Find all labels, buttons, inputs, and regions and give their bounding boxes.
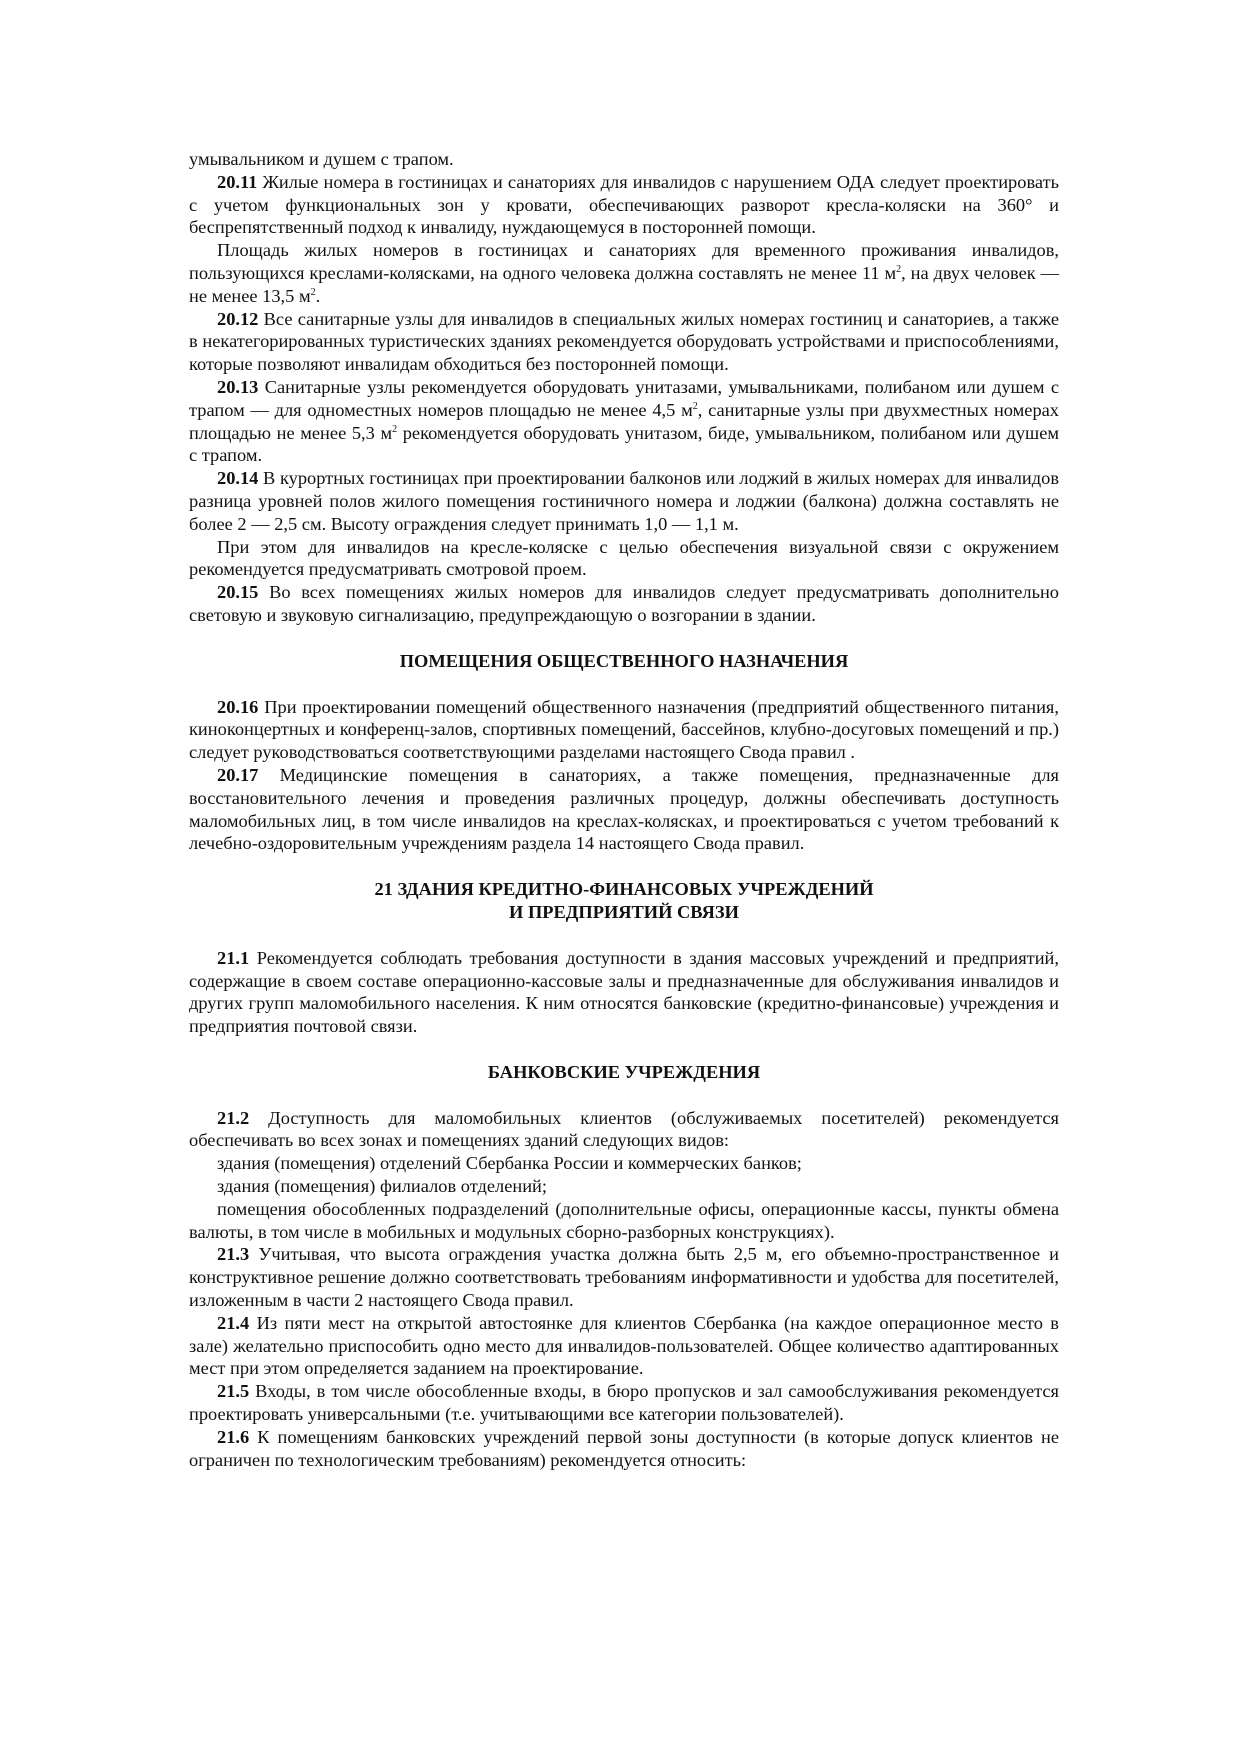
paragraph-20-11: 20.11 Жилые номера в гостиницах и санаториях для инвалидов с нарушением ОДА следует проектировать с учетом функциональных зон у кровати, обеспечивающих разворот кресла-коляски на 360° и беспрепятственный подход к инвалиду, нуждающемуся в посторонней помощи. (189, 171, 1059, 238)
clause-number: 21.2 (217, 1107, 250, 1128)
clause-number: 21.6 (217, 1426, 250, 1447)
document-page (189, 148, 1059, 1471)
paragraph-21-3: 21.3 Учитывая, что высота ограждения участка должна быть 2,5 м, его объемно-пространственное и конструктивное решение должно соответствовать требованиям информативности и удобства для посетителей, изложенным в части 2 настоящего Свода правил. (189, 1244, 1059, 1311)
paragraph-20-17: 20.17 Медицинские помещения в санаториях, а также помещения, предназначенные для восстановительного лечения и проведения различных процедур, должны обеспечивать доступность маломобильных лиц, в том числе инвалидов на креслах-колясках, и проектироваться с учетом требований к лечебно-оздоровительным учреждениям раздела 14 настоящего Свода правил. (189, 764, 1059, 854)
paragraph-21-5: 21.5 Входы, в том числе обособленные входы, в бюро пропусков и зал самообслуживания рекомендуется проектировать универсальными (т.е. учитывающими все категории пользователей). (189, 1381, 1059, 1425)
paragraph-20-15: 20.15 Во всех помещениях жилых номеров для инвалидов следует предусматривать дополнительно световую и звуковую сигнализацию, предупреждающую о возгорании в здании. (189, 582, 1059, 625)
paragraph-21-1: 21.1 Рекомендуется соблюдать требования доступности в здания массовых учреждений и предприятий, содержащие в своем составе операционно-кассовые залы и предназначенные для обслуживания инвалидов и других групп маломобильного населения. К ним относятся банковские (кредитно-финансовые) учреждения и предприятия почтовой связи. (189, 947, 1059, 1037)
clause-number: 21.1 (217, 947, 250, 968)
list-item: здания (помещения) отделений Сбербанка России и коммерческих банков; (217, 1153, 802, 1174)
paragraph-room-area: Площадь жилых номеров в гостиницах и санаториях для временного проживания инвалидов, пользующихся креслами-колясками, на одного человека должна составлять не менее 11 $м^2$, на двух человек — не менее 13,5 $м^2$. (189, 240, 1059, 306)
paragraph-20-16: 20.16 При проектировании помещений общественного назначения (предприятий общественного питания, киноконцертных и конференц-залов, спортивных помещений, бассейнов, клубно-досуговых помещений и пр.) следует руководствоваться соответствующими разделами настоящего Свода правил . (189, 696, 1059, 763)
clause-number: 20.11 (217, 171, 258, 192)
clause-number: 20.17 (217, 764, 259, 785)
list-item: помещения обособленных подразделений (дополнительные офисы, операционные кассы, пункты обмена валюты, в том числе в мобильных и модульных сборно-разборных конструкциях). (189, 1198, 1059, 1242)
paragraph-20-12: 20.12 Все санитарные узлы для инвалидов в специальных жилых номерах гостиниц и санаториев, а также в некатегорированных туристических зданиях рекомендуется оборудовать устройствами и приспособлениями, которые позволяют инвалидам обходиться без посторонней помощи. (189, 308, 1059, 375)
paragraph-21-4: 21.4 Из пяти мест на открытой автостоянке для клиентов Сбербанка (на каждое операционное место в зале) желательно приспособить одно место для инвалидов-пользователей. Общее количество адаптированных мест при этом определяется заданием на проектирование. (189, 1312, 1059, 1379)
paragraph: умывальником и душем с трапом. (189, 149, 454, 169)
clause-number: 20.13 (217, 376, 259, 397)
list-item: здания (помещения) филиалов отделений; (217, 1176, 547, 1197)
clause-number: 20.14 (217, 468, 259, 489)
chapter-heading-21-line1: 21 ЗДАНИЯ КРЕДИТНО-ФИНАНСОВЫХ УЧРЕЖДЕНИЙ (374, 879, 874, 900)
paragraph-visual-link: При этом для инвалидов на кресле-коляске с целью обеспечения визуальной связи с окружением рекомендуется предусматривать смотровой проем. (189, 536, 1059, 580)
clause-number: 20.16 (217, 696, 259, 717)
clause-number: 21.4 (217, 1312, 250, 1333)
chapter-heading-21-line2: И ПРЕДПРИЯТИЙ СВЯЗИ (509, 901, 739, 922)
section-heading-public-premises: ПОМЕЩЕНИЯ ОБЩЕСТВЕННОГО НАЗНАЧЕНИЯ (399, 650, 849, 671)
clause-number: 20.12 (217, 308, 259, 329)
clause-number: 20.15 (217, 582, 259, 603)
paragraph-21-6: 21.6 К помещениям банковских учреждений первой зоны доступности (в которые допуск клиентов не ограничен по технологическим требованиям) рекомендуется относить: (189, 1426, 1059, 1470)
clause-number: 21.3 (217, 1244, 250, 1265)
clause-number: 21.5 (217, 1381, 250, 1402)
section-heading-banks: БАНКОВСКИЕ УЧРЕЖДЕНИЯ (487, 1061, 761, 1082)
paragraph-21-2: 21.2 Доступность для маломобильных клиентов (обслуживаемых посетителей) рекомендуется обеспечивать во всех зонах и помещениях зданий следующих видов: (189, 1107, 1059, 1151)
paragraph-20-14: 20.14 В курортных гостиницах при проектировании балконов или лоджий в жилых номерах для инвалидов разница уровней полов жилого помещения гостиничного номера и лоджии (балкона) должна составлять не более 2 — 2,5 см. Высоту ограждения следует принимать 1,0 — 1,1 м. (189, 468, 1059, 534)
paragraph-20-13: 20.13 Санитарные узлы рекомендуется оборудовать унитазами, умывальниками, полибаном или душем с трапом — для одноместных номеров площадью не менее 4,5 $м^2$, санитарные узлы при двухместных номерах площадью не менее 5,3 $м^2$ рекомендуется оборудовать унитазом, биде, умывальником, полибаном или душем с трапом. (189, 376, 1059, 466)
